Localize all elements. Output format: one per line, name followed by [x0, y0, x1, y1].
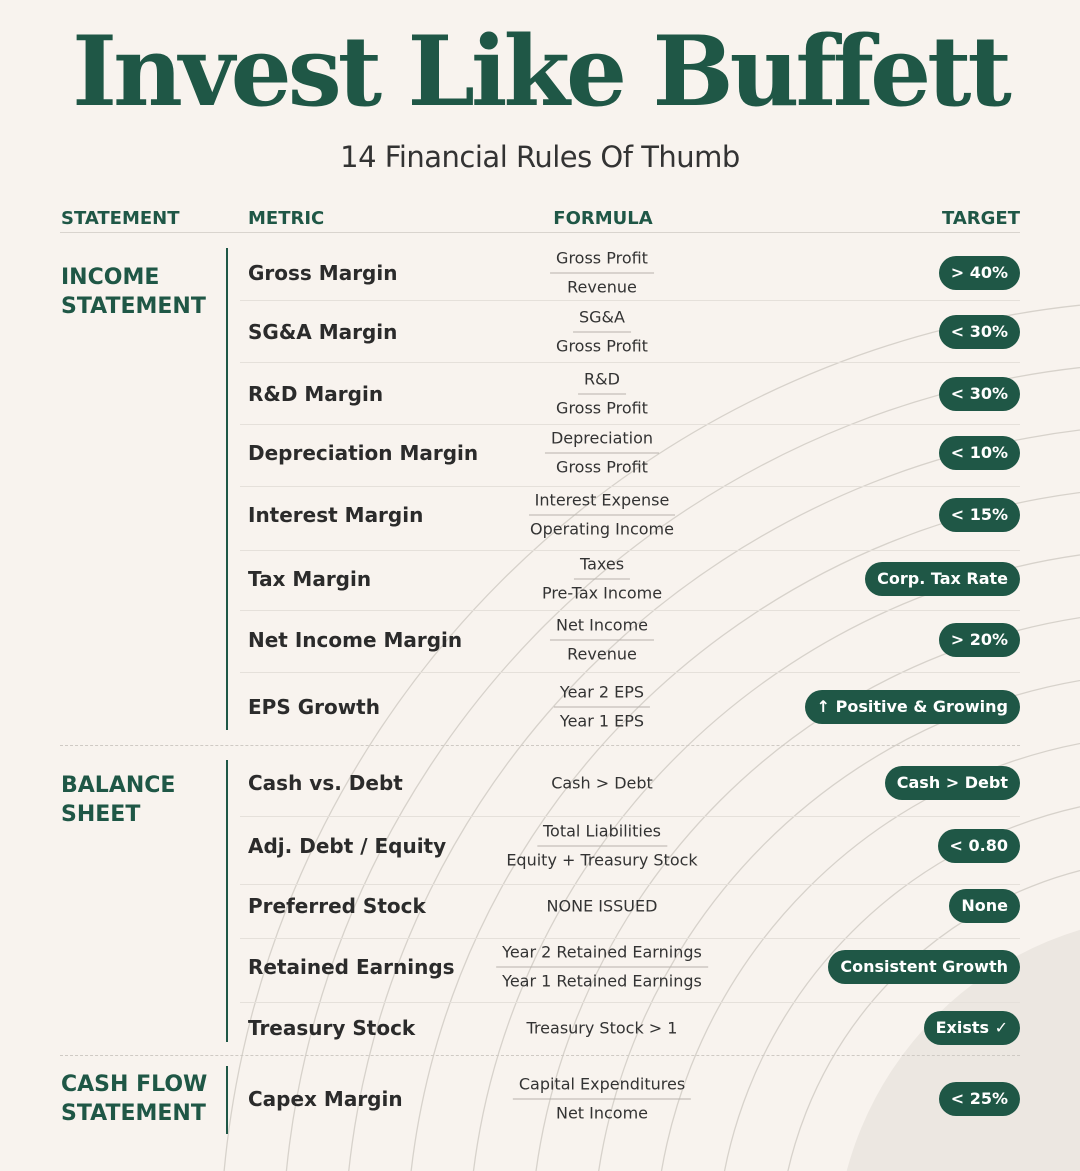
row-divider — [240, 424, 1020, 425]
formula-fraction — [500, 821, 703, 872]
formula-numerator: Net Income — [550, 615, 654, 641]
target-badge: > 40% — [939, 256, 1020, 290]
target-badge: None — [949, 889, 1020, 923]
metric-name: Retained Earnings — [248, 955, 455, 979]
metric-name: Capex Margin — [248, 1087, 403, 1111]
row-divider — [240, 300, 1020, 301]
formula-denominator: Net Income — [555, 1103, 649, 1123]
page-title: Invest Like Buffett — [72, 15, 1008, 128]
section-bar-cashflow — [226, 1066, 228, 1134]
formula-denominator: Gross Profit — [556, 336, 648, 356]
target-badge: < 15% — [939, 498, 1020, 532]
row-divider — [240, 1002, 1020, 1003]
formula-fraction — [550, 307, 654, 358]
formula-numerator: SG&A — [573, 307, 631, 333]
target-badge: < 10% — [939, 436, 1020, 470]
formula-text — [547, 897, 658, 916]
page-subtitle: 14 Financial Rules Of Thumb — [340, 140, 740, 174]
column-header-metric: METRIC — [248, 208, 325, 229]
row-divider — [240, 550, 1020, 551]
formula-fraction — [496, 942, 708, 993]
target-badge: < 0.80 — [938, 829, 1020, 863]
target-badge: > 20% — [939, 623, 1020, 657]
target-badge: ↑ Positive & Growing — [805, 690, 1020, 724]
formula-denominator: Revenue — [567, 644, 637, 664]
formula-fraction — [554, 682, 650, 733]
section-label-income-statement: INCOME STATEMENT — [61, 265, 206, 319]
metric-name: Adj. Debt / Equity — [248, 834, 447, 858]
formula-numerator: Depreciation — [545, 428, 659, 454]
formula-fraction — [524, 490, 680, 541]
formula-fraction — [550, 248, 654, 299]
formula-fraction — [545, 428, 659, 479]
formula-denominator: Year 1 Retained Earnings — [502, 971, 702, 991]
metric-name: Preferred Stock — [248, 894, 426, 918]
target-badge: < 25% — [939, 1082, 1020, 1116]
target-badge: Corp. Tax Rate — [865, 562, 1020, 596]
target-badge: Exists ✓ — [924, 1011, 1020, 1045]
formula-expression: Cash > Debt — [551, 773, 653, 793]
formula-numerator: Year 2 EPS — [554, 682, 650, 708]
target-badge: Cash > Debt — [885, 766, 1020, 800]
formula-fraction — [550, 615, 654, 666]
metric-name: Tax Margin — [248, 567, 372, 591]
column-header-formula: FORMULA — [553, 208, 653, 229]
formula-denominator: Pre-Tax Income — [541, 583, 663, 603]
header-divider — [60, 232, 1020, 233]
section-divider — [60, 745, 1020, 746]
formula-numerator: Taxes — [574, 554, 630, 580]
formula-numerator: Capital Expenditures — [513, 1074, 691, 1100]
formula-denominator: Gross Profit — [556, 398, 648, 418]
metric-name: SG&A Margin — [248, 320, 398, 344]
formula-expression: NONE ISSUED — [546, 896, 658, 916]
metric-name: Interest Margin — [248, 503, 424, 527]
formula-denominator: Operating Income — [530, 519, 674, 539]
formula-numerator: Year 2 Retained Earnings — [496, 942, 708, 968]
section-label-cash-flow-statement: CASH FLOW STATEMENT — [61, 1072, 208, 1126]
formula-denominator: Year 1 EPS — [559, 711, 645, 731]
formula-text — [527, 1019, 678, 1038]
section-bar-income — [226, 248, 228, 730]
row-divider — [240, 816, 1020, 817]
formula-numerator: Gross Profit — [550, 248, 654, 274]
formula-fraction — [536, 554, 668, 605]
section-divider — [60, 1055, 1020, 1056]
metric-name: Gross Margin — [248, 261, 398, 285]
row-divider — [240, 486, 1020, 487]
metric-name: Depreciation Margin — [248, 441, 479, 465]
row-divider — [240, 362, 1020, 363]
formula-numerator: Total Liabilities — [537, 821, 667, 847]
column-header-statement: STATEMENT — [61, 208, 180, 229]
formula-expression: Treasury Stock > 1 — [526, 1018, 678, 1038]
row-divider — [240, 938, 1020, 939]
row-divider — [240, 884, 1020, 885]
row-divider — [240, 610, 1020, 611]
formula-denominator: Gross Profit — [556, 457, 648, 477]
formula-numerator: Interest Expense — [529, 490, 676, 516]
column-header-target: TARGET — [941, 208, 1020, 229]
metric-name: EPS Growth — [248, 695, 380, 719]
formula-fraction — [513, 1074, 691, 1125]
metric-name: Treasury Stock — [248, 1016, 416, 1040]
formula-denominator: Equity + Treasury Stock — [506, 850, 698, 870]
formula-numerator: R&D — [578, 369, 626, 395]
metric-name: Cash vs. Debt — [248, 771, 403, 795]
section-label-balance-sheet: BALANCE SHEET — [61, 773, 176, 827]
target-badge: Consistent Growth — [828, 950, 1020, 984]
row-divider — [240, 672, 1020, 673]
section-bar-balance — [226, 760, 228, 1042]
metric-name: Net Income Margin — [248, 628, 463, 652]
formula-text — [551, 774, 653, 793]
target-badge: < 30% — [939, 377, 1020, 411]
formula-fraction — [550, 369, 654, 420]
formula-denominator: Revenue — [567, 277, 637, 297]
metric-name: R&D Margin — [248, 382, 384, 406]
target-badge: < 30% — [939, 315, 1020, 349]
